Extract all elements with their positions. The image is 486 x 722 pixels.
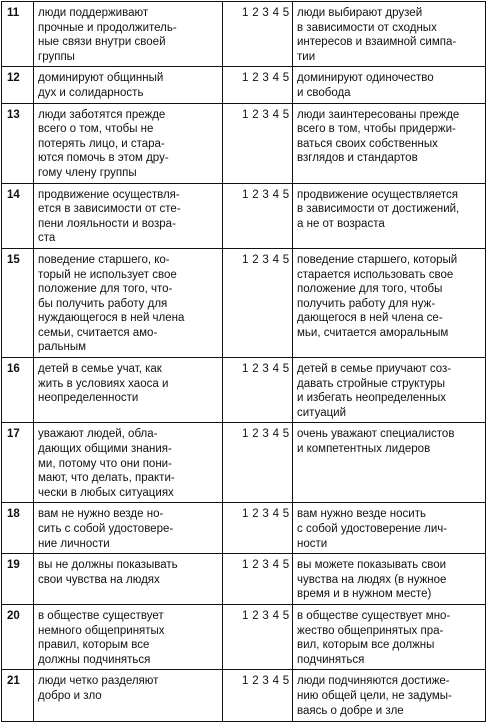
left-statement: [34, 183, 223, 248]
statement-line: правил, которым все: [38, 639, 150, 652]
statement-line: уважают людей, обла-: [38, 428, 158, 441]
statement-line: в обществе существует мно-: [297, 609, 451, 622]
statement-line: люди выбирают друзей: [297, 7, 423, 19]
statement-line: неопределенности: [38, 392, 139, 405]
row-number: 15: [2, 248, 34, 357]
table-row: [2, 2, 486, 67]
right-statement: [293, 358, 486, 423]
left-statement: [34, 423, 223, 503]
statement-line: нуждающегося в ней члена: [38, 312, 185, 325]
statement-line: немного общепринятых: [38, 624, 165, 637]
row-number: 16: [2, 358, 34, 423]
statement-line: чувства на людях (в нужное: [297, 573, 447, 586]
statement-line: жить в условиях хаоса и: [38, 377, 169, 390]
statement-line: подчиняться: [297, 653, 365, 666]
row-number: 13: [2, 103, 34, 183]
statement-line: положение для того, что-: [38, 283, 173, 296]
table-row: [2, 604, 486, 669]
rating-scale: 1 2 3 4 5: [223, 554, 293, 605]
statement-line: жество общепринятых пра-: [297, 624, 444, 637]
statement-line: ности: [297, 537, 328, 550]
rating-scale: 1 2 3 4 5: [223, 503, 293, 554]
statement-line: всего о том, чтобы не: [38, 123, 154, 136]
left-statement: [34, 248, 223, 357]
statement-line: должны подчиняться: [38, 653, 151, 666]
statement-line: в зависимости от сходных: [297, 21, 437, 34]
statement-line: продвижение осуществля-: [38, 188, 180, 201]
right-statement: [293, 2, 486, 67]
table-row: [2, 183, 486, 248]
statement-line: гому члену группы: [38, 166, 137, 179]
statement-line: а не от возраста: [297, 217, 385, 230]
statement-line: сить с собой удостовере-: [38, 523, 174, 535]
right-statement: [293, 183, 486, 248]
statement-line: ральным: [38, 341, 87, 354]
statement-line: люди заинтересованы прежде: [297, 108, 460, 121]
statement-line: ваясь о добре и зле: [297, 704, 404, 717]
rating-scale: 1 2 3 4 5: [223, 670, 293, 722]
statement-line: потерять лицо, и стара-: [38, 137, 165, 150]
table-row: [2, 423, 486, 503]
statement-line: группы: [38, 50, 75, 63]
right-statement: [293, 423, 486, 503]
left-statement: [34, 2, 223, 67]
statement-line: продвижение осуществляется: [297, 188, 459, 201]
rating-scale: 1 2 3 4 5: [223, 103, 293, 183]
row-number: 12: [2, 67, 34, 103]
statement-line: люди заботятся прежде: [38, 108, 166, 121]
statement-line: поведение старшего, который: [297, 253, 458, 266]
statement-line: вы можете показывать свои: [297, 559, 447, 572]
right-statement: [293, 554, 486, 605]
row-number: 18: [2, 503, 34, 554]
statement-line: получить работу для нуж-: [297, 297, 436, 310]
survey-table: [1, 1, 486, 722]
table-row: [2, 503, 486, 554]
statement-line: ные связи внутри своей: [38, 36, 166, 49]
statement-line: нию общей цели, не задумы-: [297, 689, 452, 702]
table-row: [2, 358, 486, 423]
statement-line: ситуаций: [297, 406, 347, 419]
statement-line: положение для того, чтобы: [297, 283, 443, 296]
statement-line: ста: [38, 232, 56, 245]
right-statement: [293, 248, 486, 357]
statement-line: в зависимости от достижений,: [297, 203, 460, 216]
rating-scale: 1 2 3 4 5: [223, 2, 293, 67]
statement-line: вы не должны показывать: [38, 559, 178, 572]
row-number: 21: [2, 670, 34, 722]
statement-line: всего в том, чтобы придержи-: [297, 123, 456, 136]
statement-line: прочные и продолжитель-: [38, 21, 177, 34]
right-statement: [293, 503, 486, 554]
statement-line: чески в любых ситуациях: [38, 486, 174, 499]
right-statement: [293, 604, 486, 669]
statement-line: дающих общими знания-: [38, 443, 172, 456]
statement-line: детей в семье учат, как: [38, 363, 162, 376]
statement-line: добро и зло: [38, 689, 102, 702]
left-statement: [34, 503, 223, 554]
rating-scale: 1 2 3 4 5: [223, 248, 293, 357]
table-row: [2, 670, 486, 722]
table-row: [2, 248, 486, 357]
statement-line: торый не использует свое: [38, 268, 177, 281]
left-statement: [34, 67, 223, 103]
row-number: 11: [2, 2, 34, 67]
statement-line: мают, что делать, практи-: [38, 472, 175, 485]
table-row: [2, 554, 486, 605]
statement-line: очень уважают специалистов: [297, 428, 455, 441]
statement-line: свои чувства на людях: [38, 573, 160, 586]
statement-line: дающегося в ней члена се-: [297, 312, 443, 325]
statement-line: ется в зависимости от сте-: [38, 203, 181, 216]
statement-line: вам не нужно везде но-: [38, 508, 164, 521]
statement-line: доминируют общинный: [38, 72, 164, 85]
table-row: [2, 67, 486, 103]
statement-line: мьи, считается аморальным: [297, 326, 449, 339]
right-statement: [293, 67, 486, 103]
statement-line: тии: [297, 50, 316, 63]
statement-line: вам нужно везде носить: [297, 508, 426, 521]
rating-scale: 1 2 3 4 5: [223, 183, 293, 248]
statement-line: ние личности: [38, 537, 110, 550]
row-number: 14: [2, 183, 34, 248]
statement-line: старается использовать свое: [297, 268, 454, 281]
statement-line: вил, которым все должны: [297, 639, 435, 652]
statement-line: с собой удостоверение лич-: [297, 523, 448, 535]
left-statement: [34, 604, 223, 669]
statement-line: в обществе существует: [38, 609, 164, 622]
statement-line: и избегать неопределенных: [297, 392, 447, 405]
rating-scale: 1 2 3 4 5: [223, 423, 293, 503]
survey-table-body: [2, 2, 486, 722]
statement-line: поведение старшего, ко-: [38, 253, 170, 266]
statement-line: семьи, считается амо-: [38, 326, 158, 339]
statement-line: ми, потому что они пони-: [38, 457, 172, 470]
statement-line: детей в семье приучают соз-: [297, 363, 452, 376]
row-number: 17: [2, 423, 34, 503]
statement-line: взглядов и стандартов: [297, 152, 418, 165]
left-statement: [34, 358, 223, 423]
statement-line: доминируют одиночество: [297, 72, 434, 85]
statement-line: ются помочь в этом дру-: [38, 152, 169, 165]
rating-scale: 1 2 3 4 5: [223, 604, 293, 669]
statement-line: люди поддерживают: [38, 7, 149, 19]
statement-line: бы получить работу для: [38, 297, 168, 310]
statement-line: давать стройные структуры: [297, 377, 445, 390]
right-statement: [293, 103, 486, 183]
rating-scale: 1 2 3 4 5: [223, 358, 293, 423]
row-number: 20: [2, 604, 34, 669]
statement-line: люди подчиняются достиже-: [297, 675, 450, 688]
statement-line: дух и солидарность: [38, 86, 144, 99]
left-statement: [34, 554, 223, 605]
left-statement: [34, 670, 223, 722]
statement-line: пени лояльности и возра-: [38, 217, 176, 230]
statement-line: интересов и взаимной симпа-: [297, 36, 457, 49]
statement-line: время и в нужном месте): [297, 588, 432, 601]
statement-line: люди четко разделяют: [38, 675, 159, 688]
statement-line: и компетентных лидеров: [297, 443, 431, 456]
row-number: 19: [2, 554, 34, 605]
statement-line: ваться своих собственных: [297, 137, 438, 150]
rating-scale: 1 2 3 4 5: [223, 67, 293, 103]
table-row: [2, 103, 486, 183]
left-statement: [34, 103, 223, 183]
right-statement: [293, 670, 486, 722]
statement-line: и свобода: [297, 86, 351, 99]
